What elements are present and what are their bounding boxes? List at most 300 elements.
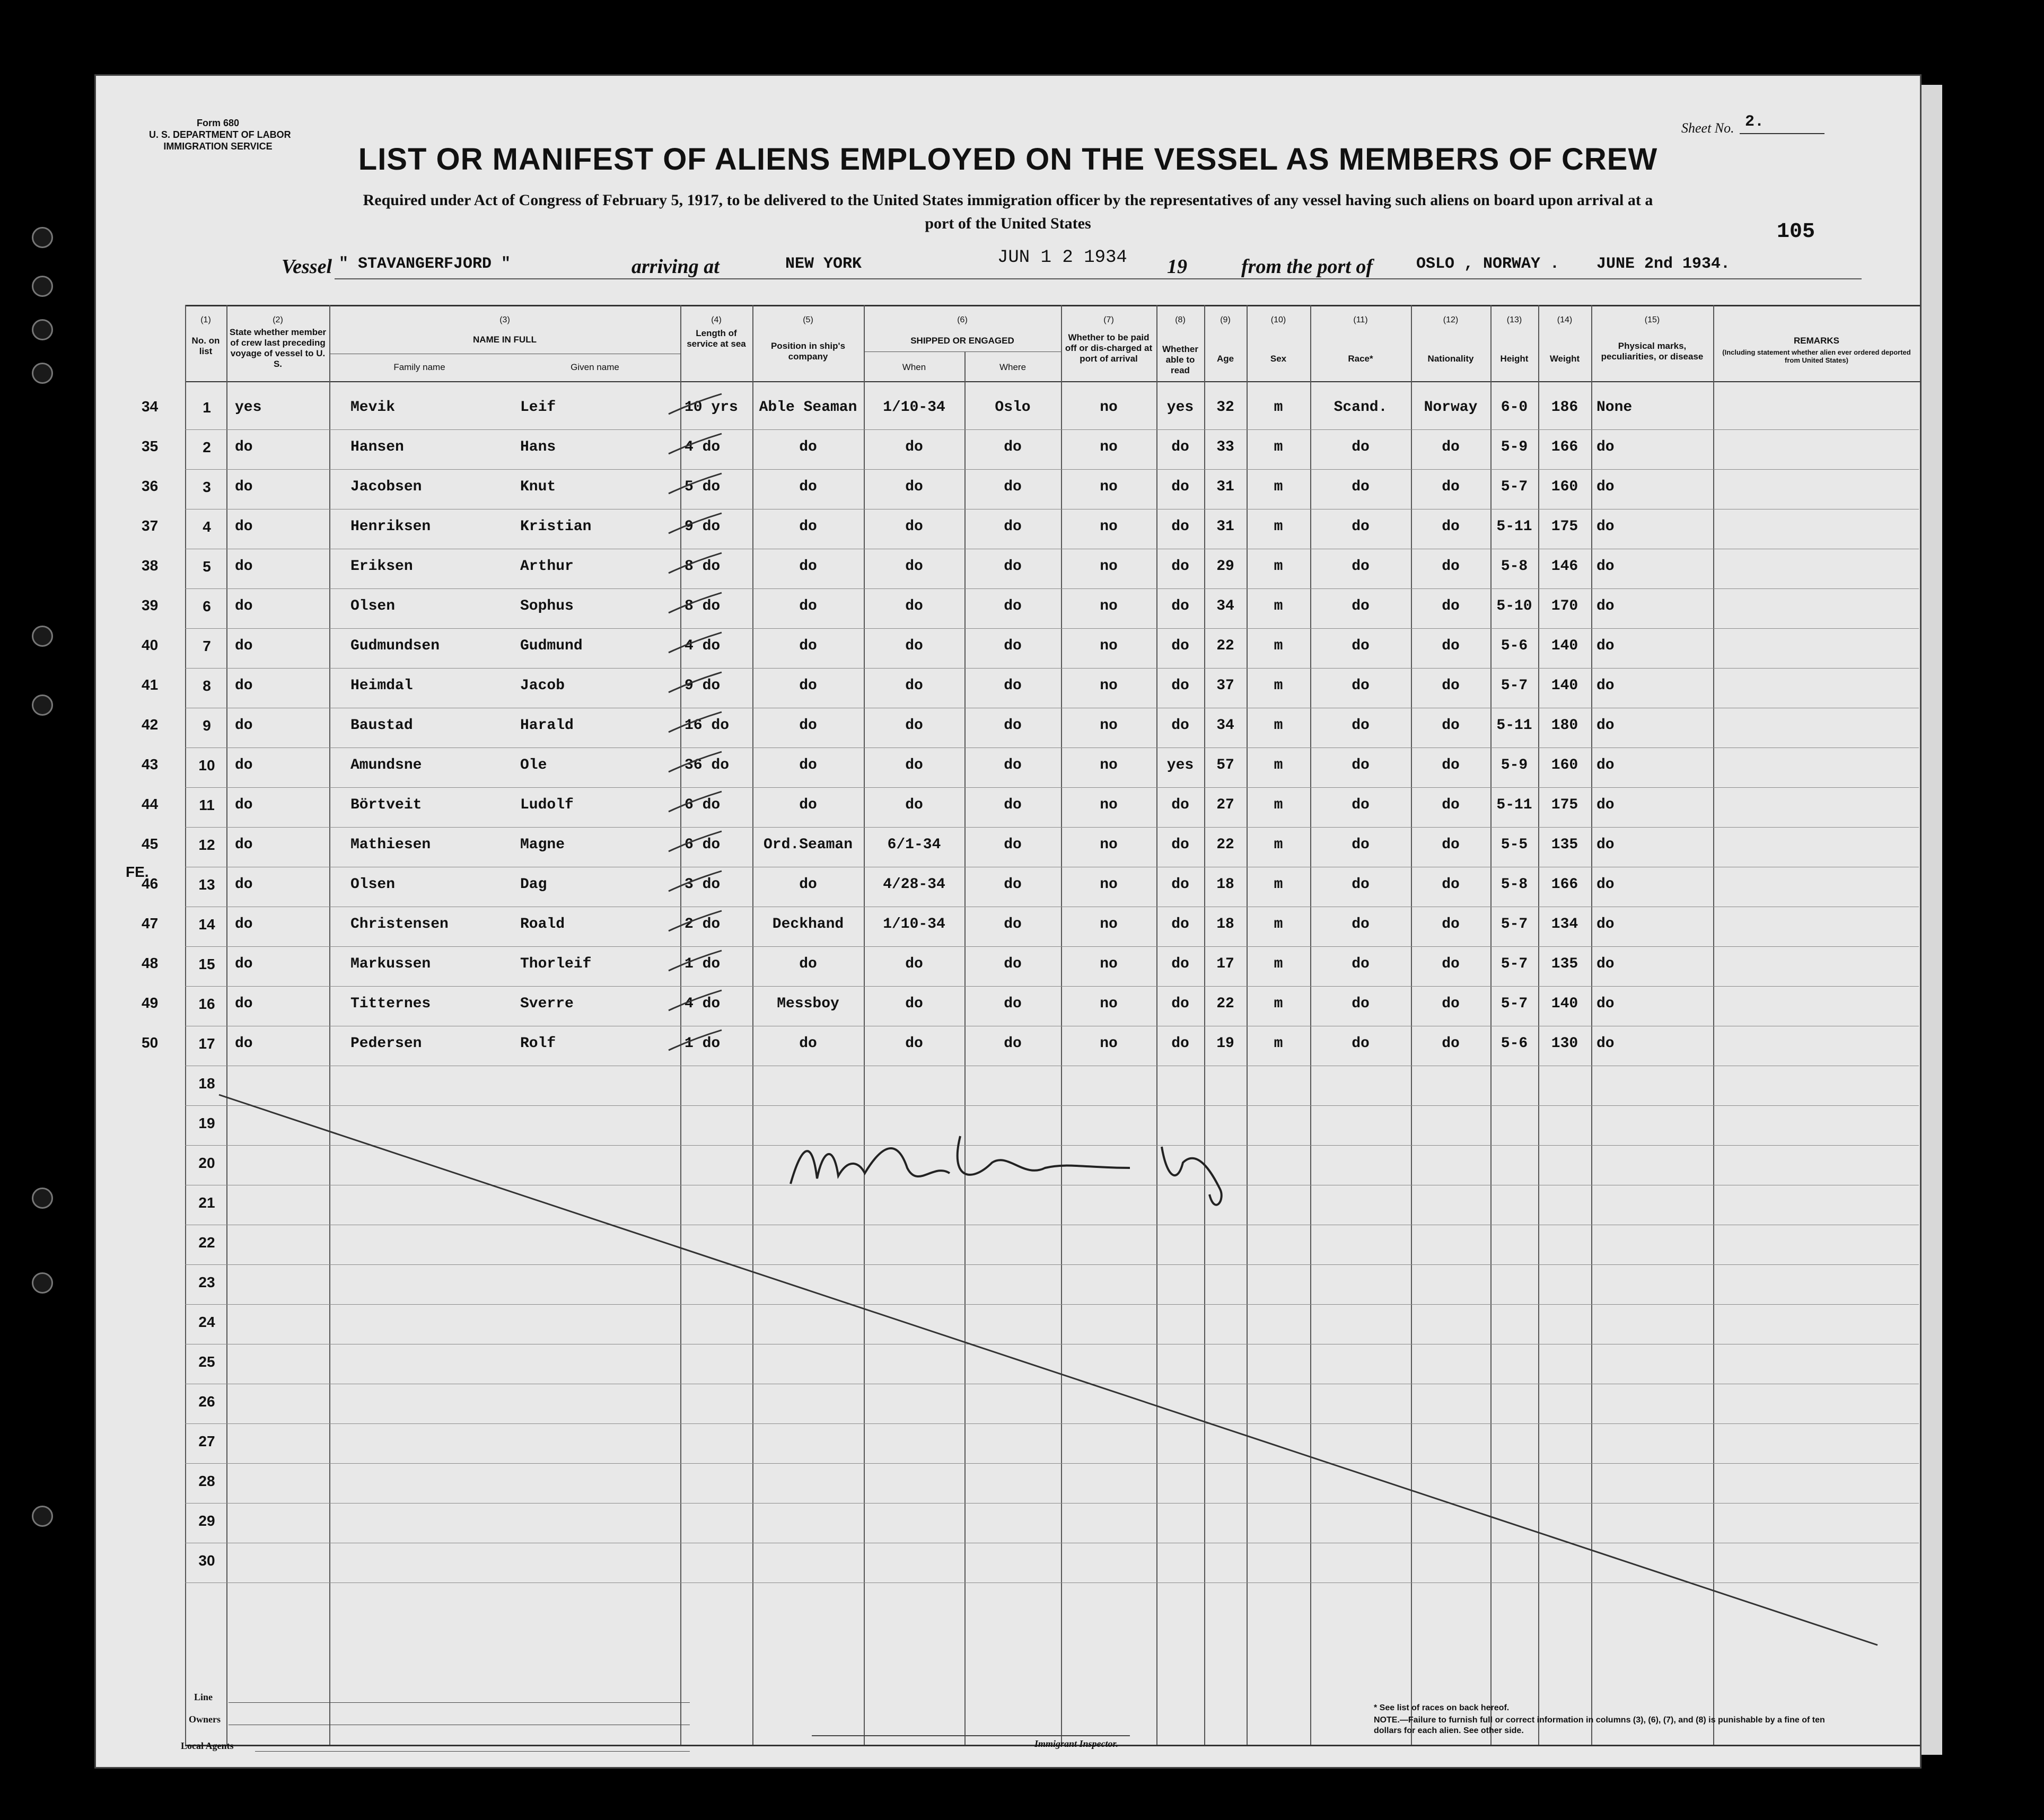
cell-marks: do bbox=[1596, 638, 1615, 654]
binder-hole bbox=[32, 1188, 53, 1209]
header-weight: Weight bbox=[1549, 354, 1580, 364]
cell-family: Markussen bbox=[350, 956, 431, 972]
cell-sex: m bbox=[1274, 638, 1283, 654]
cell-paid: no bbox=[1100, 837, 1118, 853]
manifest-sheet bbox=[94, 74, 1922, 1769]
page-number: 105 bbox=[1777, 220, 1815, 244]
manifest-line-number: 45 bbox=[142, 836, 159, 852]
cell-read: do bbox=[1171, 1035, 1189, 1052]
cell-prev: do bbox=[235, 678, 253, 694]
manifest-line-number: 36 bbox=[142, 478, 159, 494]
cell-where: do bbox=[1004, 916, 1022, 933]
cell-where: Oslo bbox=[995, 399, 1031, 416]
cell-family: Mevik bbox=[350, 399, 396, 416]
cell-prev: do bbox=[235, 837, 253, 853]
cell-where: do bbox=[1004, 518, 1022, 535]
cell-when: do bbox=[905, 558, 923, 575]
manifest-line-number: 50 bbox=[142, 1034, 159, 1051]
cell-weight: 140 bbox=[1551, 638, 1578, 654]
binder-hole bbox=[32, 363, 53, 384]
cell-height: 5-8 bbox=[1501, 876, 1528, 893]
cell-service: 2 do bbox=[685, 916, 721, 933]
cell-no: 19 bbox=[198, 1115, 215, 1131]
manifest-line-number: 37 bbox=[142, 517, 159, 534]
cell-height: 5-7 bbox=[1501, 916, 1528, 933]
cell-where: do bbox=[1004, 638, 1022, 654]
cell-when: 4/28-34 bbox=[883, 876, 945, 893]
cell-read: yes bbox=[1166, 399, 1194, 416]
cell-no: 4 bbox=[203, 518, 211, 535]
cell-read: do bbox=[1171, 916, 1189, 933]
cell-race: do bbox=[1352, 916, 1370, 933]
cell-age: 19 bbox=[1216, 1035, 1234, 1052]
departure-date: JUNE 2nd 1934. bbox=[1596, 255, 1731, 273]
cell-marks: do bbox=[1596, 439, 1615, 455]
cell-family: Amundsne bbox=[350, 757, 422, 773]
manifest-line-number: 41 bbox=[142, 676, 159, 693]
cell-given: Thorleif bbox=[520, 956, 592, 972]
cell-weight: 175 bbox=[1551, 518, 1578, 535]
cell-where: do bbox=[1004, 797, 1022, 813]
cell-given: Sophus bbox=[520, 598, 574, 614]
cell-race: do bbox=[1352, 1035, 1370, 1052]
cell-race: do bbox=[1352, 518, 1370, 535]
binder-hole bbox=[32, 276, 53, 297]
cell-marks: do bbox=[1596, 916, 1615, 933]
cell-read: do bbox=[1171, 479, 1189, 495]
cell-marks: do bbox=[1596, 757, 1615, 773]
col-num-1: (1) bbox=[200, 315, 211, 324]
cell-nat: do bbox=[1442, 916, 1460, 933]
cell-service: 4 do bbox=[685, 638, 721, 654]
cell-no: 21 bbox=[198, 1194, 215, 1211]
cell-when: do bbox=[905, 598, 923, 614]
cell-sex: m bbox=[1274, 876, 1283, 893]
header-remarks: REMARKS bbox=[1794, 336, 1839, 346]
binder-hole bbox=[32, 1506, 53, 1527]
cell-no: 24 bbox=[198, 1314, 215, 1330]
cell-position: do bbox=[799, 757, 817, 773]
cell-race: do bbox=[1352, 558, 1370, 575]
cell-family: Christensen bbox=[350, 916, 449, 933]
cell-height: 5-9 bbox=[1501, 439, 1528, 455]
cell-nat: do bbox=[1442, 996, 1460, 1012]
sheet-number: 2. bbox=[1745, 113, 1765, 131]
footer-agents-label: Local Agents bbox=[181, 1740, 234, 1751]
cell-weight: 186 bbox=[1551, 399, 1578, 416]
cell-service: 16 do bbox=[685, 717, 730, 734]
header-able-to-read: Whether able to read bbox=[1162, 344, 1198, 375]
cell-paid: no bbox=[1100, 558, 1118, 575]
cell-sex: m bbox=[1274, 518, 1283, 535]
cell-no: 29 bbox=[198, 1513, 215, 1529]
cell-when: do bbox=[905, 797, 923, 813]
col-num-7: (7) bbox=[1103, 315, 1114, 324]
cell-race: do bbox=[1352, 439, 1370, 455]
cell-prev: do bbox=[235, 996, 253, 1012]
col-num-9: (9) bbox=[1220, 315, 1231, 324]
sheet-number-label: Sheet No. bbox=[1681, 120, 1734, 136]
cell-where: do bbox=[1004, 996, 1022, 1012]
cell-age: 57 bbox=[1216, 757, 1234, 773]
cell-service: 6 do bbox=[685, 837, 721, 853]
cell-paid: no bbox=[1100, 996, 1118, 1012]
header-previous-voyage: State whether member of crew last preceding voyage of vessel to U. S. bbox=[229, 327, 327, 369]
cell-height: 5-7 bbox=[1501, 996, 1528, 1012]
cell-nat: do bbox=[1442, 837, 1460, 853]
cell-no: 12 bbox=[198, 837, 215, 853]
cell-race: do bbox=[1352, 757, 1370, 773]
binder-hole bbox=[32, 626, 53, 647]
cell-height: 5-7 bbox=[1501, 479, 1528, 495]
cell-where: do bbox=[1004, 439, 1022, 455]
cell-height: 5-6 bbox=[1501, 638, 1528, 654]
cell-no: 3 bbox=[203, 479, 211, 495]
header-physical-marks: Physical marks, peculiarities, or disease bbox=[1601, 341, 1704, 362]
cell-position: Ord.Seaman bbox=[763, 837, 853, 853]
cell-height: 5-11 bbox=[1496, 717, 1532, 734]
cell-height: 5-6 bbox=[1501, 1035, 1528, 1052]
cell-position: Deckhand bbox=[772, 916, 844, 933]
manifest-line-number: 39 bbox=[142, 597, 159, 613]
footer-line-label: Line bbox=[194, 1692, 213, 1702]
header-remarks-note: (Including statement whether alien ever ordered deported from United States) bbox=[1722, 348, 1911, 364]
cell-prev: do bbox=[235, 1035, 253, 1052]
cell-position: do bbox=[799, 717, 817, 734]
cell-paid: no bbox=[1100, 956, 1118, 972]
header-when: When bbox=[902, 362, 926, 372]
cell-nat: do bbox=[1442, 598, 1460, 614]
cell-service: 9 do bbox=[685, 678, 721, 694]
department-name: U. S. DEPARTMENT OF LABOR bbox=[149, 129, 291, 140]
cell-where: do bbox=[1004, 757, 1022, 773]
cell-sex: m bbox=[1274, 956, 1283, 972]
cell-family: Titternes bbox=[350, 996, 431, 1012]
cell-height: 5-11 bbox=[1496, 518, 1532, 535]
manifest-line-number: 38 bbox=[142, 557, 159, 574]
cell-no: 17 bbox=[198, 1035, 215, 1052]
margin-note: FE. bbox=[126, 864, 149, 880]
cell-marks: do bbox=[1596, 678, 1615, 694]
page-subtitle: Required under Act of Congress of February 5, 1917, to be delivered to the United States immigration officer by the representatives of any vessel having such aliens on board upon arrival at a bbox=[363, 191, 1653, 209]
col-num-4: (4) bbox=[711, 315, 722, 324]
footer-owners-label: Owners bbox=[189, 1714, 221, 1725]
cancellation-line bbox=[96, 76, 1920, 1767]
header-given-name: Given name bbox=[571, 362, 619, 372]
cell-given: Sverre bbox=[520, 996, 574, 1012]
cell-position: do bbox=[799, 797, 817, 813]
manifest-line-number: 44 bbox=[142, 796, 159, 812]
cell-given: Dag bbox=[520, 876, 547, 893]
cell-position: do bbox=[799, 638, 817, 654]
cell-weight: 130 bbox=[1551, 1035, 1578, 1052]
cell-when: 1/10-34 bbox=[883, 399, 945, 416]
cell-prev: do bbox=[235, 518, 253, 535]
cell-read: do bbox=[1171, 837, 1189, 853]
cell-position: do bbox=[799, 678, 817, 694]
cell-given: Magne bbox=[520, 837, 565, 853]
cell-weight: 170 bbox=[1551, 598, 1578, 614]
cell-height: 5-10 bbox=[1496, 598, 1532, 614]
cell-read: do bbox=[1171, 996, 1189, 1012]
cell-paid: no bbox=[1100, 797, 1118, 813]
cell-no: 22 bbox=[198, 1234, 215, 1251]
cell-service: 5 do bbox=[685, 479, 721, 495]
cell-paid: no bbox=[1100, 479, 1118, 495]
cell-age: 34 bbox=[1216, 717, 1234, 734]
cell-age: 31 bbox=[1216, 479, 1234, 495]
cell-paid: no bbox=[1100, 638, 1118, 654]
cell-race: do bbox=[1352, 598, 1370, 614]
cell-service: 6 do bbox=[685, 797, 721, 813]
cell-when: do bbox=[905, 956, 923, 972]
cell-where: do bbox=[1004, 956, 1022, 972]
manifest-line-number: 40 bbox=[142, 637, 159, 653]
cell-family: Eriksen bbox=[350, 558, 413, 575]
cell-height: 5-8 bbox=[1501, 558, 1528, 575]
manifest-line-number: 49 bbox=[142, 995, 159, 1011]
header-name-in-full: NAME IN FULL bbox=[473, 335, 537, 345]
cell-race: do bbox=[1352, 996, 1370, 1012]
page-subtitle-2: port of the United States bbox=[925, 215, 1091, 232]
cell-no: 18 bbox=[198, 1075, 215, 1092]
cell-height: 5-7 bbox=[1501, 956, 1528, 972]
cell-no: 1 bbox=[203, 399, 211, 416]
cell-weight: 146 bbox=[1551, 558, 1578, 575]
cell-position: Able Seaman bbox=[759, 399, 857, 416]
cell-nat: do bbox=[1442, 439, 1460, 455]
cell-race: Scand. bbox=[1334, 399, 1388, 416]
cell-sex: m bbox=[1274, 439, 1283, 455]
cell-no: 7 bbox=[203, 638, 211, 654]
cell-prev: do bbox=[235, 479, 253, 495]
col-num-11: (11) bbox=[1353, 315, 1368, 324]
header-height: Height bbox=[1500, 354, 1529, 364]
handwritten-signature bbox=[759, 1115, 1342, 1221]
cell-age: 34 bbox=[1216, 598, 1234, 614]
cell-paid: no bbox=[1100, 916, 1118, 933]
cell-service: 1 do bbox=[685, 956, 721, 972]
cell-sex: m bbox=[1274, 996, 1283, 1012]
cell-read: do bbox=[1171, 638, 1189, 654]
cell-family: Baustad bbox=[350, 717, 413, 734]
immigrant-inspector-label: Immigrant Inspector. bbox=[1034, 1738, 1119, 1749]
cell-prev: do bbox=[235, 638, 253, 654]
cell-service: 3 do bbox=[685, 876, 721, 893]
footer-line-rule bbox=[229, 1702, 690, 1703]
cell-height: 6-0 bbox=[1501, 399, 1528, 416]
cell-nat: do bbox=[1442, 518, 1460, 535]
cell-nat: do bbox=[1442, 1035, 1460, 1052]
cell-family: Olsen bbox=[350, 598, 396, 614]
header-age: Age bbox=[1216, 354, 1234, 364]
cell-read: yes bbox=[1166, 757, 1194, 773]
cell-age: 18 bbox=[1216, 876, 1234, 893]
cell-prev: do bbox=[235, 558, 253, 575]
cell-height: 5-5 bbox=[1501, 837, 1528, 853]
vessel-label: Vessel bbox=[282, 256, 332, 278]
cell-service: 10 yrs bbox=[685, 399, 738, 416]
cell-prev: do bbox=[235, 916, 253, 933]
cell-paid: no bbox=[1100, 678, 1118, 694]
cell-paid: no bbox=[1100, 876, 1118, 893]
cell-service: 8 do bbox=[685, 598, 721, 614]
cell-marks: do bbox=[1596, 797, 1615, 813]
header-race: Race* bbox=[1348, 354, 1373, 364]
cell-weight: 166 bbox=[1551, 439, 1578, 455]
cell-prev: do bbox=[235, 439, 253, 455]
cell-paid: no bbox=[1100, 598, 1118, 614]
form-number: Form 680 bbox=[196, 118, 240, 128]
manifest-line-number: 43 bbox=[142, 756, 159, 772]
cell-when: do bbox=[905, 439, 923, 455]
cell-family: Börtveit bbox=[350, 797, 422, 813]
cell-read: do bbox=[1171, 558, 1189, 575]
col-num-6: (6) bbox=[957, 315, 968, 324]
cell-nat: do bbox=[1442, 717, 1460, 734]
footer-agents-rule bbox=[255, 1751, 690, 1752]
cell-race: do bbox=[1352, 717, 1370, 734]
cell-no: 6 bbox=[203, 598, 211, 614]
cell-given: Knut bbox=[520, 479, 556, 495]
cell-weight: 134 bbox=[1551, 916, 1578, 933]
cell-prev: yes bbox=[235, 399, 262, 416]
cell-nat: do bbox=[1442, 479, 1460, 495]
cell-when: 1/10-34 bbox=[883, 916, 945, 933]
departure-port: OSLO , NORWAY . bbox=[1416, 255, 1560, 273]
cell-paid: no bbox=[1100, 399, 1118, 416]
cell-no: 30 bbox=[198, 1552, 215, 1569]
cell-prev: do bbox=[235, 598, 253, 614]
cell-where: do bbox=[1004, 1035, 1022, 1052]
cell-read: do bbox=[1171, 717, 1189, 734]
cell-weight: 180 bbox=[1551, 717, 1578, 734]
service-name: IMMIGRATION SERVICE bbox=[163, 141, 273, 152]
cell-read: do bbox=[1171, 678, 1189, 694]
cell-given: Hans bbox=[520, 439, 556, 455]
cell-sex: m bbox=[1274, 797, 1283, 813]
header-paid-off: Whether to be paid off or dis-charged at port of arrival bbox=[1065, 332, 1153, 364]
cell-family: Olsen bbox=[350, 876, 396, 893]
cell-weight: 160 bbox=[1551, 479, 1578, 495]
cell-marks: do bbox=[1596, 717, 1615, 734]
cell-when: do bbox=[905, 996, 923, 1012]
col-num-8: (8) bbox=[1175, 315, 1186, 324]
cell-nat: do bbox=[1442, 638, 1460, 654]
cell-given: Roald bbox=[520, 916, 565, 933]
cell-prev: do bbox=[235, 797, 253, 813]
cell-sex: m bbox=[1274, 678, 1283, 694]
col-num-3: (3) bbox=[499, 315, 510, 324]
cell-sex: m bbox=[1274, 837, 1283, 853]
page-title: LIST OR MANIFEST OF ALIENS EMPLOYED ON THE VESSEL AS MEMBERS OF CREW bbox=[358, 142, 1658, 177]
cell-marks: do bbox=[1596, 837, 1615, 853]
header-where: Where bbox=[999, 362, 1027, 372]
cell-race: do bbox=[1352, 876, 1370, 893]
col-num-14: (14) bbox=[1557, 315, 1573, 324]
vessel-name: " STAVANGERFJORD " bbox=[339, 255, 511, 273]
manifest-line-number: 35 bbox=[142, 438, 159, 454]
cell-sex: m bbox=[1274, 757, 1283, 773]
cell-no: 13 bbox=[198, 876, 215, 893]
cell-age: 22 bbox=[1216, 837, 1234, 853]
cell-race: do bbox=[1352, 956, 1370, 972]
cell-read: do bbox=[1171, 598, 1189, 614]
cell-when: do bbox=[905, 757, 923, 773]
cell-service: 9 do bbox=[685, 518, 721, 535]
inspector-rule bbox=[812, 1735, 1130, 1736]
cell-family: Hansen bbox=[350, 439, 404, 455]
cell-paid: no bbox=[1100, 757, 1118, 773]
cell-service: 1 do bbox=[685, 1035, 721, 1052]
cell-race: do bbox=[1352, 638, 1370, 654]
cell-age: 33 bbox=[1216, 439, 1234, 455]
cell-race: do bbox=[1352, 837, 1370, 853]
cell-prev: do bbox=[235, 757, 253, 773]
cell-position: do bbox=[799, 439, 817, 455]
col-num-13: (13) bbox=[1506, 315, 1522, 324]
cell-position: do bbox=[799, 1035, 817, 1052]
cell-read: do bbox=[1171, 439, 1189, 455]
penalty-note: NOTE.—Failure to furnish full or correct information in columns (3), (6), (7), and (8) is punishable by a fine of ten dollars for each alien. See other side. bbox=[1374, 1716, 1825, 1735]
cell-nat: do bbox=[1442, 678, 1460, 694]
cell-prev: do bbox=[235, 956, 253, 972]
manifest-line-number: 34 bbox=[142, 398, 159, 415]
cell-weight: 135 bbox=[1551, 837, 1578, 853]
arrival-date-stamp: JUN 1 2 1934 bbox=[997, 248, 1127, 268]
cell-given: Arthur bbox=[520, 558, 574, 575]
cell-nat: do bbox=[1442, 757, 1460, 773]
cell-given: Ludolf bbox=[520, 797, 574, 813]
cell-where: do bbox=[1004, 558, 1022, 575]
cell-sex: m bbox=[1274, 1035, 1283, 1052]
cell-given: Gudmund bbox=[520, 638, 583, 654]
cell-age: 18 bbox=[1216, 916, 1234, 933]
cell-weight: 135 bbox=[1551, 956, 1578, 972]
cell-age: 29 bbox=[1216, 558, 1234, 575]
header-position: Position in ship's company bbox=[770, 341, 846, 362]
binder-hole bbox=[32, 694, 53, 716]
binder-hole bbox=[32, 319, 53, 340]
cell-family: Mathiesen bbox=[350, 837, 431, 853]
arrival-port: NEW YORK bbox=[785, 255, 862, 273]
cell-weight: 160 bbox=[1551, 757, 1578, 773]
cell-when: do bbox=[905, 678, 923, 694]
cell-no: 8 bbox=[203, 678, 211, 694]
cell-sex: m bbox=[1274, 717, 1283, 734]
cell-given: Jacob bbox=[520, 678, 565, 694]
cell-nat: do bbox=[1442, 876, 1460, 893]
header-no-on-list: No. on list bbox=[191, 336, 220, 356]
cell-no: 14 bbox=[198, 916, 215, 933]
cell-when: do bbox=[905, 518, 923, 535]
cell-service: 4 do bbox=[685, 996, 721, 1012]
cell-no: 5 bbox=[203, 558, 211, 575]
cell-read: do bbox=[1171, 518, 1189, 535]
cell-race: do bbox=[1352, 797, 1370, 813]
cell-where: do bbox=[1004, 837, 1022, 853]
cell-no: 28 bbox=[198, 1473, 215, 1489]
cell-no: 25 bbox=[198, 1353, 215, 1370]
cell-age: 22 bbox=[1216, 996, 1234, 1012]
cell-no: 20 bbox=[198, 1155, 215, 1171]
cell-paid: no bbox=[1100, 1035, 1118, 1052]
cell-no: 11 bbox=[199, 797, 215, 813]
manifest-line-number: 42 bbox=[142, 716, 159, 733]
binder-hole bbox=[32, 1272, 53, 1294]
cell-prev: do bbox=[235, 717, 253, 734]
cell-sex: m bbox=[1274, 479, 1283, 495]
